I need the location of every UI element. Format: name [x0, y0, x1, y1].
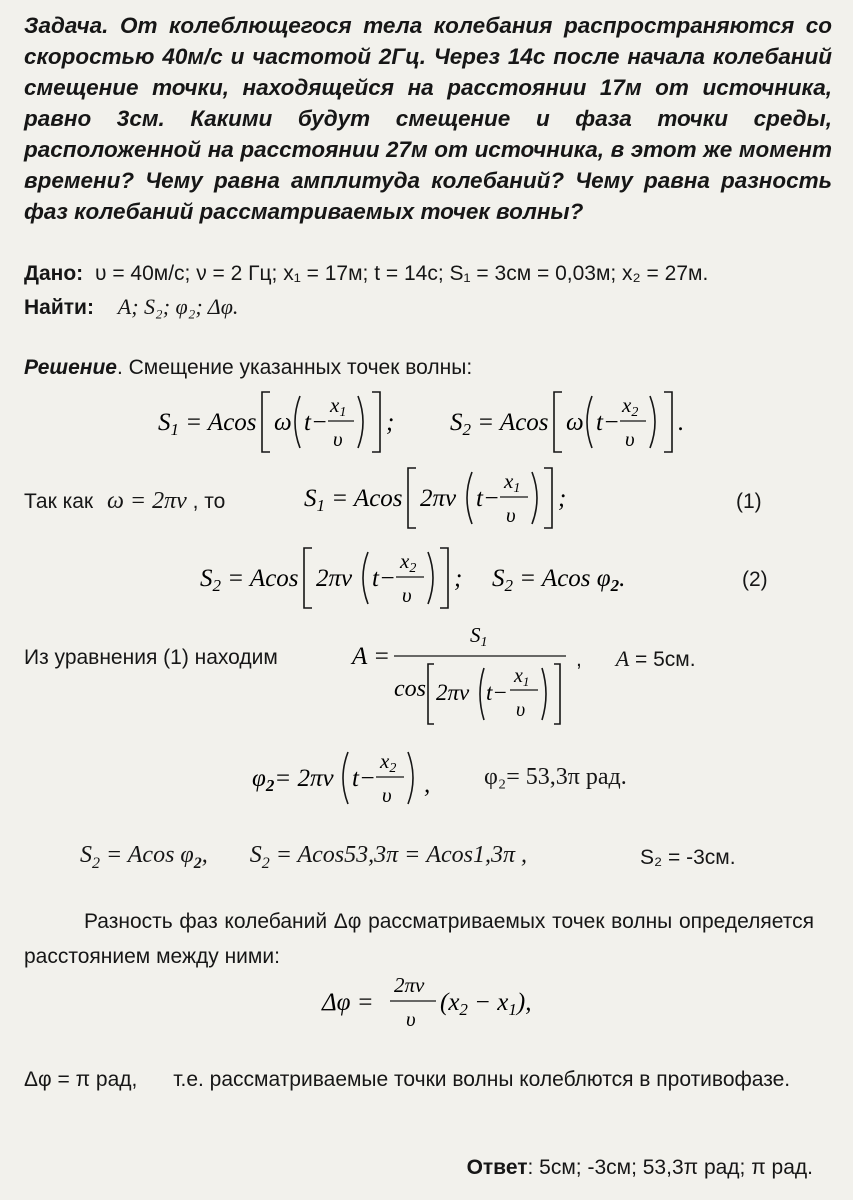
answer-text: : 5см; -3см; 53,3π рад; π рад.: [527, 1156, 813, 1179]
eq2-number: (2): [742, 568, 768, 591]
solution-label: Решение: [24, 356, 117, 379]
svg-text:υ: υ: [382, 783, 392, 807]
svg-text:t−: t−: [596, 409, 620, 436]
find-text: A; S₂; φ₂; Δφ.: [117, 294, 239, 319]
displacement-formulas: [150, 384, 710, 460]
svg-text:S2 = Acos: $S_2 = Acos$: [200, 565, 299, 595]
svg-text:υ: υ: [625, 427, 635, 451]
phase-result: φ₂= 53,3π рад.: [484, 764, 627, 790]
svg-text:2πν: 2πν: [316, 565, 353, 592]
svg-text:cos: cos: [394, 676, 426, 702]
svg-text:t−: t−: [352, 765, 376, 792]
svg-text:Δφ =: Δφ =: [322, 989, 374, 1016]
phase-difference-formula: [318, 964, 538, 1040]
task-text: От колеблющегося тела колебания распространяются со скоростью 40м/с и частотой 2Гц. Через 14с после начала колебаний смещение точки, находящейся на расстоянии 17м от источника, равно 3см. Какими будут смещение и фаза точки среды, расположенной на расстоянии 27м от источника, в этот же момент времени? Чему равна амплитуда колебаний? Чему равна разность фаз колебаний рассматриваемых точек волны?: [24, 13, 832, 224]
s2-formula-line: $S_2 = Acos$ $\varphi_2$, $S_2 = Acos53,3\pi = Acos1,3\pi$ ,: [80, 842, 528, 872]
svg-text:ω: ω: [566, 409, 584, 436]
svg-text:,: ,: [424, 771, 431, 798]
s2-result: S₂ = -3см.: [640, 846, 736, 869]
svg-text:S1 = Acos: $S_1 = Acos$: [304, 485, 403, 515]
answer-label: Ответ: [466, 1156, 528, 1179]
svg-text:υ: υ: [333, 427, 343, 451]
svg-text:t−: t−: [372, 565, 396, 592]
since-line: [24, 488, 225, 515]
since-formula: ω = 2πν: [106, 488, 187, 514]
svg-text:x2: x2: [622, 393, 639, 420]
task-label: Задача.: [24, 13, 109, 38]
svg-text:2πν: 2πν: [394, 973, 425, 997]
equation-1: [300, 460, 590, 536]
svg-text:.: .: [678, 409, 685, 436]
svg-text:S2 = Acos: $S_2 = Acos$: [450, 409, 549, 439]
svg-text:t−: t−: [486, 680, 508, 705]
svg-text:ω: ω: [274, 409, 292, 436]
svg-text:x1: x1: [330, 393, 347, 420]
svg-text:υ: υ: [516, 699, 526, 721]
phase-diff-value: Δφ = π рад,: [24, 1068, 138, 1091]
svg-text:x2: x2: [380, 749, 397, 776]
svg-text:;: ;: [386, 409, 395, 436]
svg-text:;: ;: [454, 565, 463, 592]
answer-line: [467, 1156, 813, 1180]
svg-text:A =: A =: [352, 643, 390, 670]
svg-text:x2: x2: [400, 549, 417, 576]
svg-text:;: ;: [558, 485, 567, 512]
svg-text:S1 = Acos: $S_1 = Acos$: [158, 409, 257, 439]
from-eq1-line: Из уравнения (1) находим: [24, 646, 278, 669]
given-line: [24, 262, 708, 286]
phase-formula: [248, 740, 448, 816]
amplitude-formula: [348, 620, 578, 732]
svg-text:φ2= 2πν: $\varphi_2= 2\pi\nu$: [252, 765, 334, 795]
conclusion-text: т.е. рассматриваемые точки волны колеблются в противофазе.: [173, 1068, 791, 1091]
conclusion-paragraph: [24, 1062, 814, 1097]
svg-text:S2 = Acos φ2.: $S_2 = Acos$ $\varphi_2$.: [492, 565, 626, 595]
svg-text:υ: υ: [402, 583, 412, 607]
since-suffix: , то: [192, 490, 226, 513]
since-prefix: Так как: [24, 490, 94, 513]
phase-difference-text: Разность фаз колебаний Δφ рассматриваемых точек волны определяется расстоянием между ними:: [24, 910, 814, 968]
find-label: Найти:: [24, 296, 94, 319]
svg-text:t−: t−: [476, 485, 500, 512]
svg-text:t−: t−: [304, 409, 328, 436]
find-line: [24, 294, 238, 320]
equation-2: [196, 540, 686, 616]
amplitude-result: , A = 5см.: [576, 646, 696, 671]
task-statement: [24, 10, 832, 227]
given-label: Дано:: [24, 262, 84, 285]
given-text: υ = 40м/с; ν = 2 Гц; x₁ = 17м; t = 14с; S₁ = 3см = 0,03м; x₂ = 27м.: [95, 262, 709, 285]
svg-text:2πν: 2πν: [420, 485, 457, 512]
eq1-number: (1): [736, 490, 762, 513]
solution-intro: [24, 356, 472, 380]
svg-text:S1: S1: [470, 623, 488, 650]
svg-text:x1: $x_1$: [514, 665, 530, 689]
solution-intro-text: . Смещение указанных точек волны:: [116, 356, 473, 379]
svg-text:x1: x1: [504, 469, 521, 496]
svg-text:υ: υ: [406, 1007, 416, 1031]
svg-text:2πν: 2πν: [436, 680, 470, 705]
svg-text:υ: υ: [506, 503, 516, 527]
svg-text:(x2 − x1),: $(x_2 - x_1)$,: [440, 989, 532, 1019]
